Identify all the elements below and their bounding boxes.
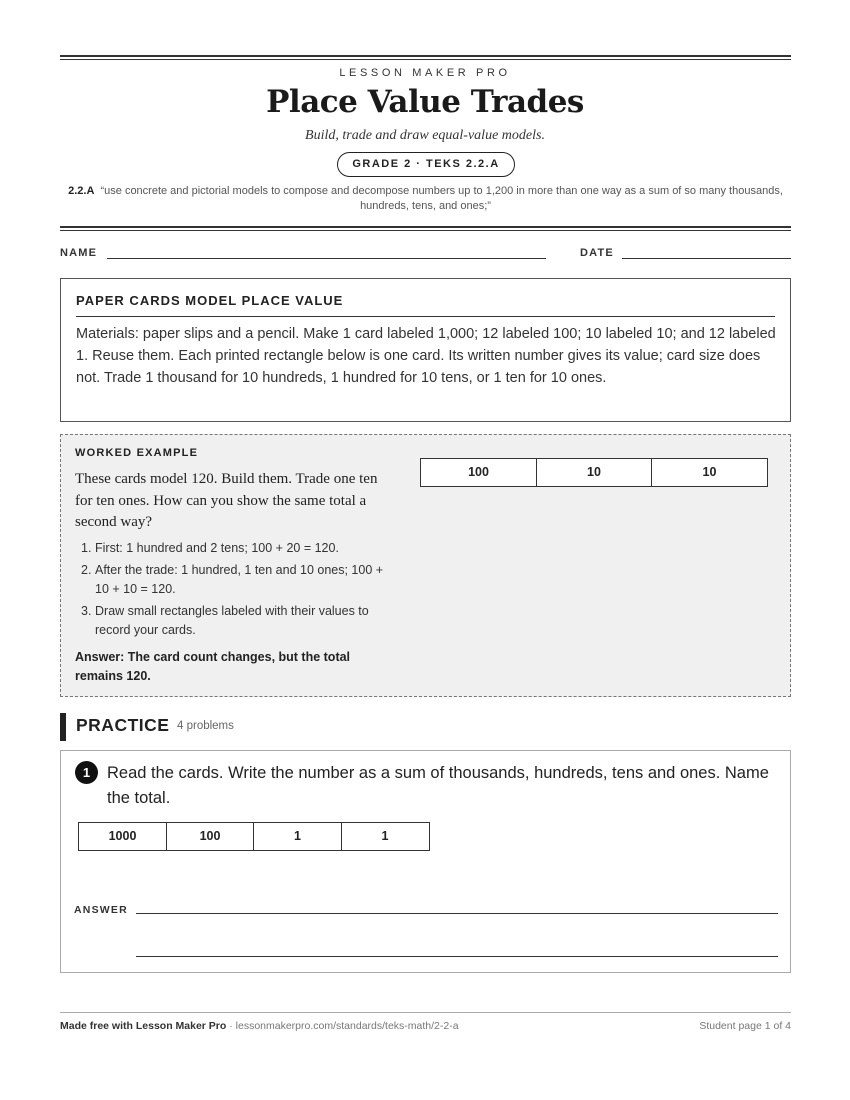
- materials-heading: PAPER CARDS MODEL PLACE VALUE: [76, 293, 344, 308]
- step-item: 2. After the trade: 1 hundred, 1 ten and 10 ones; 100 + 10 + 10 = 120.: [81, 563, 384, 596]
- date-label: DATE: [580, 247, 614, 259]
- date-field[interactable]: [622, 258, 791, 259]
- worked-example-answer: Answer: The card count changes, but the total remains 120.: [75, 650, 351, 683]
- standard-description: [60, 184, 791, 214]
- practice-heading: PRACTICE: [76, 715, 170, 735]
- answer-label: ANSWER: [74, 904, 128, 916]
- name-label: NAME: [60, 247, 98, 259]
- step-item: 1. First: 1 hundred and 2 tens; 100 + 20 = 120.: [81, 541, 339, 555]
- page-title: Place Value Trades: [266, 84, 584, 120]
- materials-text: Materials: paper slips and a pencil. Make 1 card labeled 1,000; 12 labeled 100; 10 labeled 10; and 12 labeled 1. Reuse them. Each printed rectangle below is one card. Its written number gives its value; card size does not. Trade 1 thousand for 10 hundreds, 1 hundred for 10 tens, or 1 ten for 10 ones.: [76, 326, 776, 386]
- worked-example-question: These cards model 120. Build them. Trade one ten for ten ones. How can you show the same total a second way?: [75, 471, 378, 530]
- worked-example-steps: [81, 539, 386, 643]
- place-value-card: 10: [536, 458, 653, 487]
- brand-name: LESSON MAKER PRO: [339, 67, 511, 79]
- example-card-row: [420, 458, 767, 487]
- practice-accent-bar: [60, 713, 66, 741]
- place-value-card: 1: [341, 822, 430, 851]
- place-value-card: 1: [253, 822, 342, 851]
- worked-example-heading: WORKED EXAMPLE: [75, 447, 199, 459]
- step-item: 3. Draw small rectangles labeled with their values to record your cards.: [81, 604, 369, 637]
- problem-card-row: [78, 822, 428, 851]
- standard-text: “use concrete and pictorial models to compose and decompose numbers up to 1,200 in more than one way as a sum of so many thousands, hundreds, tens, and ones;”: [100, 185, 783, 212]
- answer-line[interactable]: [136, 956, 778, 957]
- page-number: Student page 1 of 4: [699, 1020, 791, 1032]
- header-bottom-rule: [60, 226, 791, 228]
- problem-number-badge: 1: [75, 761, 98, 784]
- place-value-card: 1000: [78, 822, 167, 851]
- footer-divider: [60, 1012, 791, 1013]
- answer-line[interactable]: [136, 913, 778, 914]
- footer-brand: Made free with Lesson Maker Pro: [60, 1020, 227, 1032]
- standard-code: 2.2.A: [68, 185, 95, 197]
- footer-credit: [60, 1020, 459, 1032]
- top-rule: [60, 55, 791, 57]
- place-value-card: 10: [651, 458, 768, 487]
- worked-example-box: [60, 434, 791, 697]
- practice-count: 4 problems: [177, 720, 234, 732]
- place-value-card: 100: [420, 458, 537, 487]
- grade-badge: GRADE 2 · TEKS 2.2.A: [337, 152, 515, 177]
- page-subtitle: Build, trade and draw equal-value models.: [305, 128, 545, 143]
- footer-url[interactable]: · lessonmakerpro.com/standards/teks-math/2-2-a: [226, 1020, 459, 1032]
- problem-card: [60, 750, 791, 973]
- name-field[interactable]: [107, 258, 546, 259]
- problem-prompt: Read the cards. Write the number as a sum of thousands, hundreds, tens and ones. Name the total.: [107, 764, 769, 807]
- materials-divider: [76, 316, 775, 317]
- place-value-card: 100: [166, 822, 255, 851]
- materials-box: [60, 278, 791, 422]
